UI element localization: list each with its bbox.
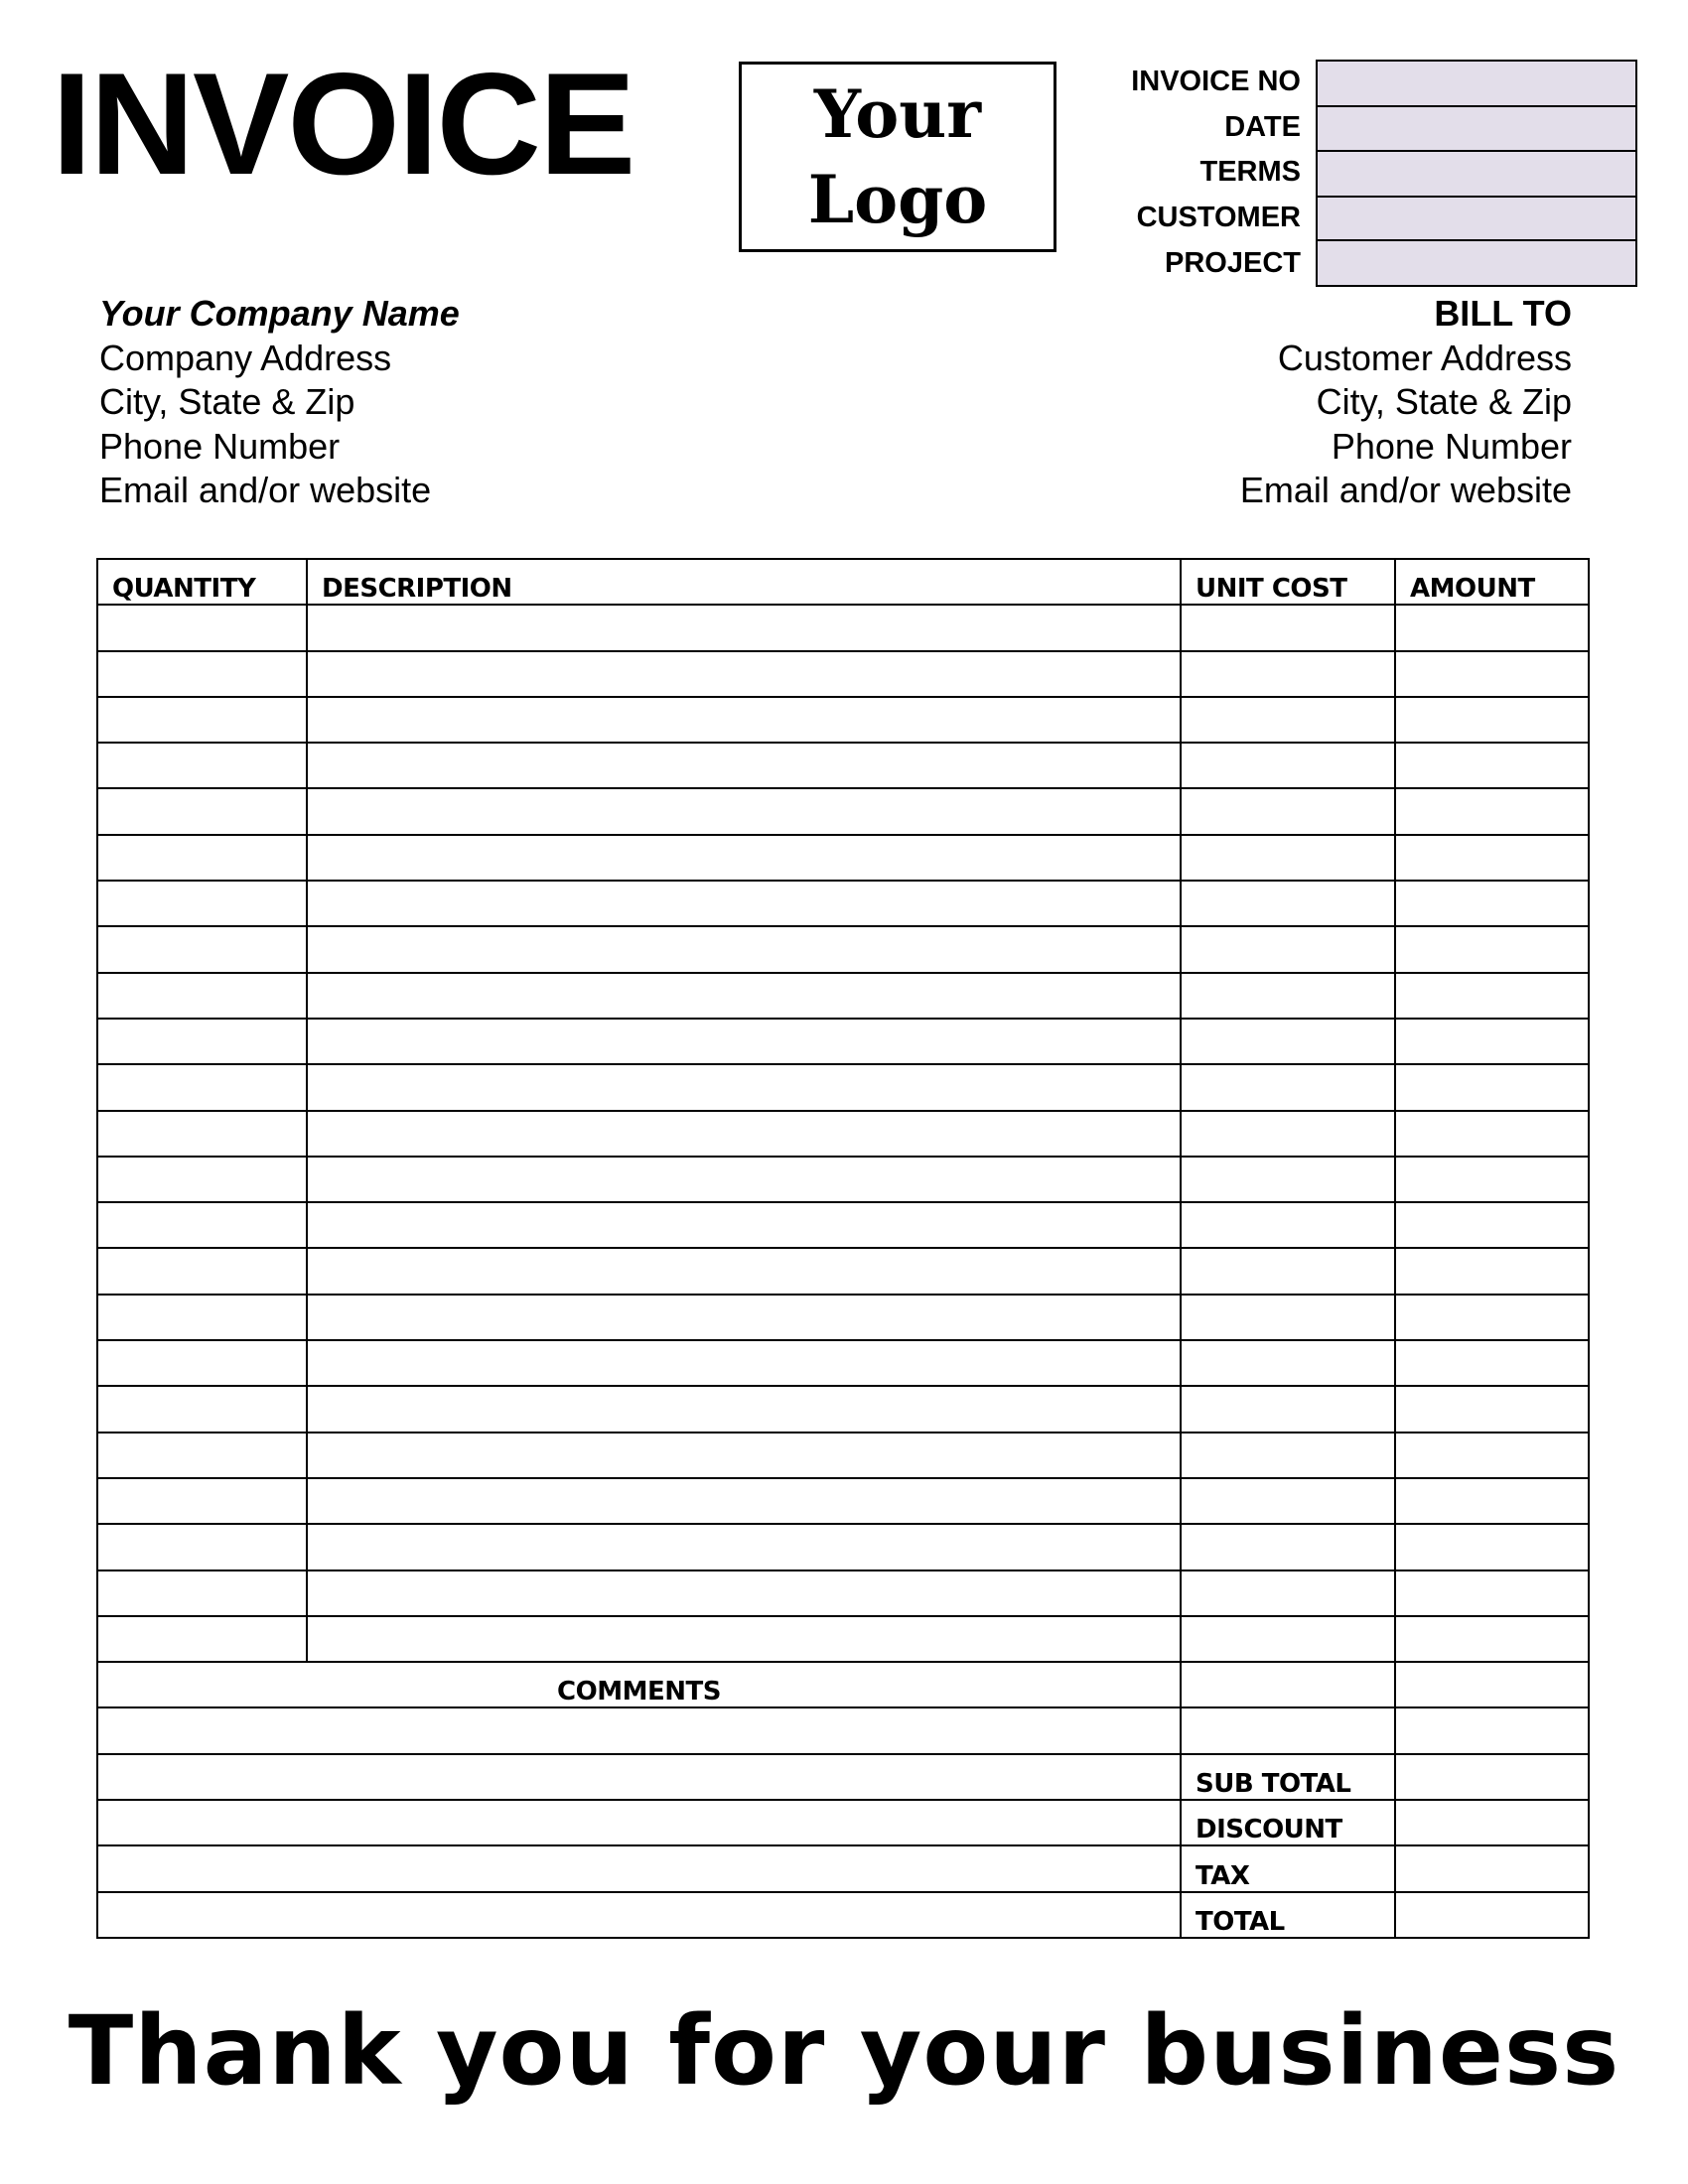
unit-cost-cell[interactable] [1181, 1386, 1395, 1432]
description-cell[interactable] [307, 1064, 1181, 1110]
description-cell[interactable] [307, 605, 1181, 650]
meta-row-terms [1092, 150, 1637, 196]
company-info [99, 292, 460, 513]
meta-label: DATE [1224, 110, 1301, 143]
unit-cost-cell[interactable] [1181, 651, 1395, 697]
description-cell[interactable] [307, 881, 1181, 926]
quantity-cell[interactable] [97, 1524, 307, 1570]
comments-row [97, 1662, 1589, 1707]
amount-cell[interactable] [1395, 1707, 1589, 1753]
table-row [97, 1433, 1589, 1478]
unit-cost-cell[interactable] [1181, 1433, 1395, 1478]
table-row [97, 697, 1589, 743]
amount-cell[interactable] [1395, 1616, 1589, 1662]
bill-to-info [1240, 292, 1572, 513]
table-row [97, 1386, 1589, 1432]
quantity-cell[interactable] [97, 697, 307, 743]
description-cell[interactable] [307, 973, 1181, 1019]
tax-value[interactable] [1395, 1845, 1589, 1891]
comments-field[interactable] [97, 1892, 1181, 1938]
amount-cell[interactable] [1395, 835, 1589, 881]
amount-cell[interactable] [1395, 1295, 1589, 1340]
unit-cost-cell[interactable] [1181, 835, 1395, 881]
unit-cost-cell[interactable] [1181, 1570, 1395, 1616]
company-email: Email and/or website [99, 470, 432, 510]
table-row [97, 1295, 1589, 1340]
header-quantity: QUANTITY [97, 559, 307, 605]
table-row [97, 1524, 1589, 1570]
discount-value[interactable] [1395, 1800, 1589, 1845]
unit-cost-cell[interactable] [1181, 788, 1395, 834]
table-row [97, 788, 1589, 834]
quantity-cell[interactable] [97, 1570, 307, 1616]
meta-row-project [1092, 240, 1637, 286]
discount-label: DISCOUNT [1181, 1800, 1395, 1845]
unit-cost-cell[interactable] [1181, 926, 1395, 972]
quantity-cell[interactable] [97, 1478, 307, 1524]
logo-text-line1: Your [813, 75, 982, 153]
unit-cost-cell[interactable] [1181, 1064, 1395, 1110]
table-header-row [97, 559, 1589, 605]
unit-cost-cell[interactable] [1181, 1157, 1395, 1202]
totals-row-sub-total [97, 1754, 1589, 1800]
invoice-meta-fields [1092, 60, 1637, 286]
line-items-table [96, 558, 1590, 1939]
quantity-cell[interactable] [97, 1295, 307, 1340]
amount-cell[interactable] [1395, 1019, 1589, 1064]
unit-cost-cell[interactable] [1181, 1202, 1395, 1248]
date-field[interactable] [1316, 105, 1637, 151]
unit-cost-cell[interactable] [1181, 1524, 1395, 1570]
quantity-cell[interactable] [97, 835, 307, 881]
description-cell[interactable] [307, 1019, 1181, 1064]
quantity-cell[interactable] [97, 881, 307, 926]
company-city: City, State & Zip [99, 381, 355, 422]
amount-cell[interactable] [1395, 697, 1589, 743]
table-row [97, 1157, 1589, 1202]
comments-field[interactable] [97, 1754, 1181, 1800]
description-cell[interactable] [307, 1386, 1181, 1432]
table-row [97, 1064, 1589, 1110]
table-row [97, 1340, 1589, 1386]
tax-label: TAX [1181, 1845, 1395, 1891]
description-cell[interactable] [307, 1157, 1181, 1202]
quantity-cell[interactable] [97, 1340, 307, 1386]
meta-row-invoice-no [1092, 60, 1637, 105]
unit-cost-cell[interactable] [1181, 1707, 1395, 1753]
amount-cell[interactable] [1395, 881, 1589, 926]
amount-cell[interactable] [1395, 1524, 1589, 1570]
amount-cell[interactable] [1395, 1570, 1589, 1616]
total-label: TOTAL [1181, 1892, 1395, 1938]
table-row [97, 973, 1589, 1019]
unit-cost-cell[interactable] [1181, 743, 1395, 788]
amount-cell[interactable] [1395, 743, 1589, 788]
description-cell[interactable] [307, 1340, 1181, 1386]
quantity-cell[interactable] [97, 743, 307, 788]
totals-row-tax [97, 1845, 1589, 1891]
quantity-cell[interactable] [97, 1248, 307, 1294]
comments-row [97, 1707, 1589, 1753]
invoice-no-field[interactable] [1316, 60, 1637, 105]
unit-cost-cell[interactable] [1181, 1248, 1395, 1294]
description-cell[interactable] [307, 1524, 1181, 1570]
bill-to-heading: BILL TO [1434, 293, 1572, 334]
table-row [97, 1111, 1589, 1157]
logo-text-line2: Logo [807, 161, 988, 238]
customer-city: City, State & Zip [1316, 381, 1572, 422]
terms-field[interactable] [1316, 150, 1637, 196]
quantity-cell[interactable] [97, 1064, 307, 1110]
description-cell[interactable] [307, 1570, 1181, 1616]
amount-cell[interactable] [1395, 605, 1589, 650]
amount-cell[interactable] [1395, 1386, 1589, 1432]
description-cell[interactable] [307, 1478, 1181, 1524]
unit-cost-cell[interactable] [1181, 1662, 1395, 1707]
description-cell[interactable] [307, 1616, 1181, 1662]
quantity-cell[interactable] [97, 651, 307, 697]
header-description: DESCRIPTION [307, 559, 1181, 605]
amount-cell[interactable] [1395, 1248, 1589, 1294]
meta-row-date [1092, 105, 1637, 151]
table-row [97, 835, 1589, 881]
description-cell[interactable] [307, 788, 1181, 834]
quantity-cell[interactable] [97, 1157, 307, 1202]
quantity-cell[interactable] [97, 1111, 307, 1157]
header-amount: AMOUNT [1395, 559, 1589, 605]
quantity-cell[interactable] [97, 1019, 307, 1064]
table-row [97, 926, 1589, 972]
amount-cell[interactable] [1395, 1340, 1589, 1386]
header-unit-cost: UNIT COST [1181, 559, 1395, 605]
comments-field[interactable] [97, 1845, 1181, 1891]
customer-phone: Phone Number [1331, 425, 1572, 467]
table-row [97, 1478, 1589, 1524]
totals-row-total [97, 1892, 1589, 1938]
description-cell[interactable] [307, 697, 1181, 743]
quantity-cell[interactable] [97, 1202, 307, 1248]
amount-cell[interactable] [1395, 1111, 1589, 1157]
amount-cell[interactable] [1395, 926, 1589, 972]
totals-row-discount [97, 1800, 1589, 1845]
amount-cell[interactable] [1395, 1662, 1589, 1707]
amount-cell[interactable] [1395, 1478, 1589, 1524]
unit-cost-cell[interactable] [1181, 881, 1395, 926]
table-row [97, 651, 1589, 697]
quantity-cell[interactable] [97, 1386, 307, 1432]
description-cell[interactable] [307, 651, 1181, 697]
amount-cell[interactable] [1395, 651, 1589, 697]
sub-total-value[interactable] [1395, 1754, 1589, 1800]
customer-field[interactable] [1316, 196, 1637, 241]
meta-label: TERMS [1199, 156, 1301, 189]
unit-cost-cell[interactable] [1181, 1478, 1395, 1524]
quantity-cell[interactable] [97, 788, 307, 834]
meta-label: CUSTOMER [1136, 202, 1301, 234]
table-row [97, 1019, 1589, 1064]
meta-label: PROJECT [1165, 246, 1301, 279]
company-address: Company Address [99, 337, 392, 378]
meta-row-customer [1092, 196, 1637, 241]
description-cell[interactable] [307, 1248, 1181, 1294]
comments-field[interactable] [97, 1707, 1181, 1753]
amount-cell[interactable] [1395, 973, 1589, 1019]
comments-field[interactable] [97, 1800, 1181, 1845]
quantity-cell[interactable] [97, 926, 307, 972]
description-cell[interactable] [307, 1202, 1181, 1248]
quantity-cell[interactable] [97, 1616, 307, 1662]
customer-address: Customer Address [1277, 337, 1572, 378]
quantity-cell[interactable] [97, 605, 307, 650]
table-row [97, 881, 1589, 926]
customer-email: Email and/or website [1239, 470, 1572, 510]
unit-cost-cell[interactable] [1181, 1019, 1395, 1064]
unit-cost-cell[interactable] [1181, 1340, 1395, 1386]
quantity-cell[interactable] [97, 973, 307, 1019]
amount-cell[interactable] [1395, 788, 1589, 834]
amount-cell[interactable] [1395, 1202, 1589, 1248]
company-name: Your Company Name [99, 293, 460, 334]
total-value[interactable] [1395, 1892, 1589, 1938]
table-row [97, 1616, 1589, 1662]
table-row [97, 1202, 1589, 1248]
description-cell[interactable] [307, 835, 1181, 881]
amount-cell[interactable] [1395, 1157, 1589, 1202]
amount-cell[interactable] [1395, 1433, 1589, 1478]
unit-cost-cell[interactable] [1181, 1111, 1395, 1157]
unit-cost-cell[interactable] [1181, 1295, 1395, 1340]
project-field[interactable] [1316, 239, 1637, 287]
unit-cost-cell[interactable] [1181, 605, 1395, 650]
sub-total-label: SUB TOTAL [1181, 1754, 1395, 1800]
description-cell[interactable] [307, 926, 1181, 972]
comments-label: COMMENTS [97, 1662, 1181, 1707]
description-cell[interactable] [307, 1433, 1181, 1478]
quantity-cell[interactable] [97, 1433, 307, 1478]
description-cell[interactable] [307, 1295, 1181, 1340]
company-phone: Phone Number [99, 425, 341, 467]
unit-cost-cell[interactable] [1181, 973, 1395, 1019]
logo-placeholder [739, 62, 1056, 252]
table-row [97, 1248, 1589, 1294]
unit-cost-cell[interactable] [1181, 697, 1395, 743]
description-cell[interactable] [307, 743, 1181, 788]
table-row [97, 1570, 1589, 1616]
table-row [97, 743, 1589, 788]
table-row [97, 605, 1589, 650]
invoice-title: INVOICE [52, 43, 634, 205]
unit-cost-cell[interactable] [1181, 1616, 1395, 1662]
thank-you-message: Thank you for your business [68, 1995, 1620, 2107]
description-cell[interactable] [307, 1111, 1181, 1157]
meta-label: INVOICE NO [1131, 66, 1301, 98]
amount-cell[interactable] [1395, 1064, 1589, 1110]
